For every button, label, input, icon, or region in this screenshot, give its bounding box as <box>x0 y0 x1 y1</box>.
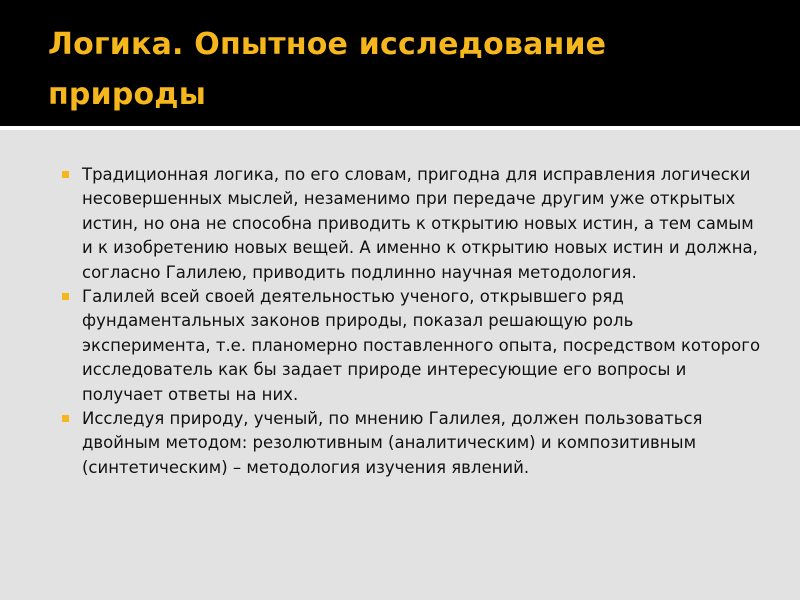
bullet-item <box>62 407 762 480</box>
square-bullet-icon <box>62 415 69 422</box>
bullet-text: Традиционная логика, по его словам, пригодна для исправления логически несовершенных мыслей, незаменимо при передаче другим уже открытых истин, но она не способна приводить к открытию новых истин, а тем самым и к изобретению новых вещей. А именно к открытию новых истин и должна, согласно Галилею, приводить подлинно научная методология. <box>82 165 758 282</box>
square-bullet-icon <box>62 293 69 300</box>
title-bar <box>0 0 800 126</box>
bullet-text: Галилей всей своей деятельностью ученого, открывшего ряд фундаментальных законов природы, показал решающую роль эксперимента, т.е. планомерно поставленного опыта, посредством которого исследователь как бы задает природе интересующие его вопросы и получает ответы на них. <box>82 287 761 404</box>
bullet-item <box>62 285 762 407</box>
title-divider <box>0 126 800 130</box>
bullet-item <box>62 163 762 285</box>
square-bullet-icon <box>62 171 69 178</box>
slide-title: Логика. Опытное исследование природы <box>48 27 607 112</box>
bullet-list <box>62 163 762 480</box>
bullet-text: Исследуя природу, ученый, по мнению Галилея, должен пользоваться двойным методом: резолютивным (аналитическим) и композитивным (синтетическим) – методология изучения явлений. <box>82 409 703 477</box>
